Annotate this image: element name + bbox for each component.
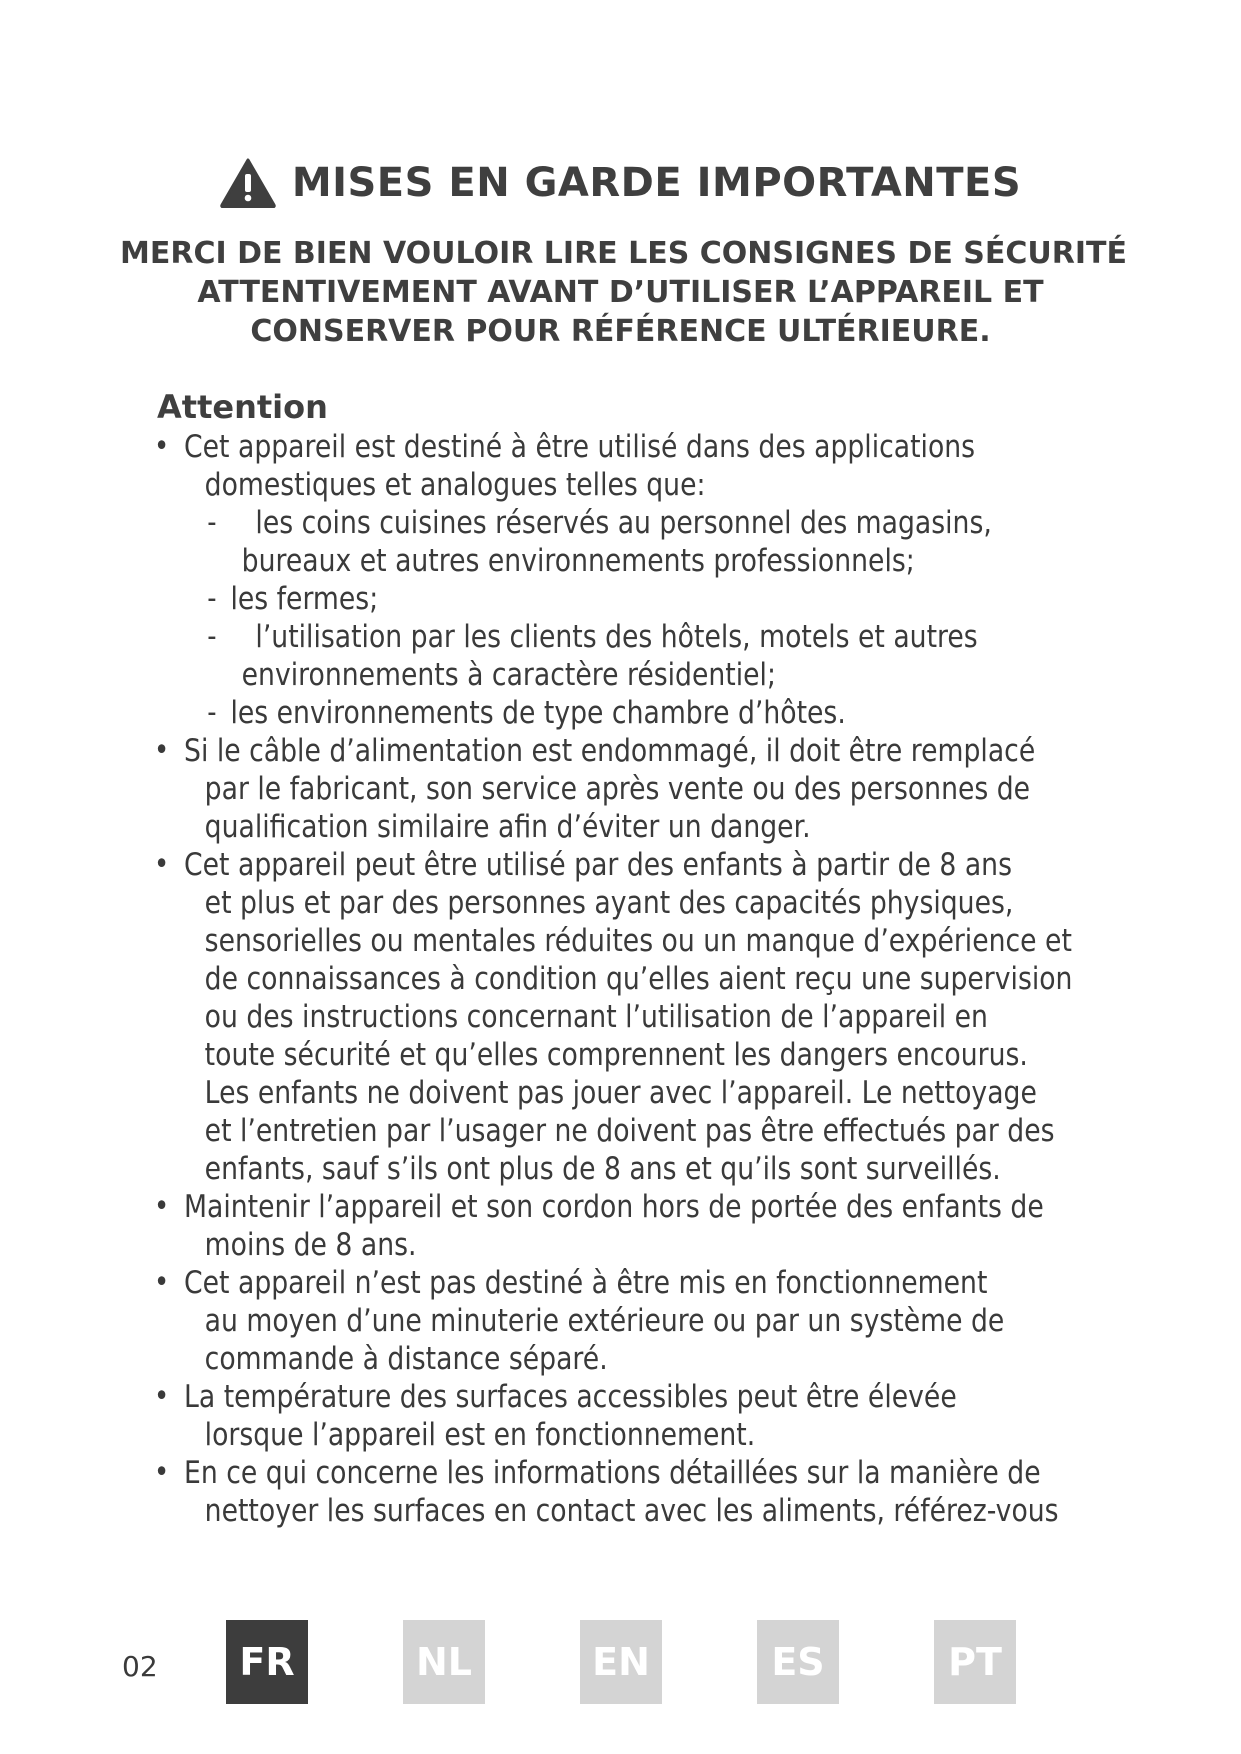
language-tab-es[interactable]: ES <box>757 1620 839 1704</box>
text-line: Cet appareil est destiné à être utilisé dans des applications <box>184 429 976 465</box>
page-number: 02 <box>122 1650 158 1683</box>
text-line: et l’entretien par l’usager ne doivent pas être effectués par des <box>204 1113 1055 1149</box>
section-heading: Attention <box>157 388 328 426</box>
bullet-symbol: • <box>153 1379 170 1414</box>
text-line: l’utilisation par les clients des hôtels, motels et autres <box>255 619 978 655</box>
language-tab-nl[interactable]: NL <box>403 1620 485 1704</box>
text-line: lorsque l’appareil est en fonctionnement. <box>204 1417 756 1453</box>
subtitle-line: MERCI DE BIEN VOULOIR LIRE LES CONSIGNES DE SÉCURITÉ <box>120 236 1127 271</box>
text-line: En ce qui concerne les informations détaillées sur la manière de <box>184 1455 1041 1491</box>
subtitle-line: ATTENTIVEMENT AVANT D’UTILISER L’APPAREIL ET <box>197 275 1044 310</box>
bullet-symbol: • <box>153 1265 170 1300</box>
text-line: enfants, sauf s’ils ont plus de 8 ans et qu’ils sont surveillés. <box>204 1151 1001 1187</box>
text-line: qualification similaire afin d’éviter un danger. <box>204 809 811 845</box>
bullet-symbol: • <box>153 1189 170 1224</box>
bullet-symbol: • <box>153 1455 170 1490</box>
text-line: domestiques et analogues telles que: <box>204 467 706 503</box>
text-line: moins de 8 ans. <box>204 1227 417 1263</box>
bullet-symbol: • <box>153 847 170 882</box>
title-row <box>0 158 1241 208</box>
text-line: les fermes; <box>230 581 379 617</box>
warning-triangle-icon <box>220 158 276 208</box>
text-line: Si le câble d’alimentation est endommagé, il doit être remplacé <box>184 733 1036 769</box>
bullet-symbol: • <box>153 733 170 768</box>
text-line: les environnements de type chambre d’hôtes. <box>230 695 846 731</box>
page-title: MISES EN GARDE IMPORTANTES <box>291 160 1022 206</box>
language-tab-pt[interactable]: PT <box>934 1620 1016 1704</box>
safety-subtitle <box>120 234 1127 351</box>
text-line: de connaissances à condition qu’elles aient reçu une supervision <box>204 961 1073 997</box>
dash-symbol: - <box>207 505 217 540</box>
text-line: sensorielles ou mentales réduites ou un manque d’expérience et <box>204 923 1072 959</box>
text-line: les coins cuisines réservés au personnel des magasins, <box>255 505 992 541</box>
subtitle-line: CONSERVER POUR RÉFÉRENCE ULTÉRIEURE. <box>250 314 991 349</box>
language-tab-fr[interactable]: FR <box>226 1620 308 1704</box>
text-line: par le fabricant, son service après vente ou des personnes de <box>204 771 1031 807</box>
text-line: Cet appareil peut être utilisé par des enfants à partir de 8 ans <box>184 847 1012 883</box>
text-line: Cet appareil n’est pas destiné à être mis en fonctionnement <box>184 1265 988 1301</box>
text-line: toute sécurité et qu’elles comprennent les dangers encourus. <box>204 1037 1028 1073</box>
dash-symbol: - <box>207 619 217 654</box>
text-line: et plus et par des personnes ayant des capacités physiques, <box>204 885 1014 921</box>
text-line: La température des surfaces accessibles peut être élevée <box>184 1379 957 1415</box>
text-line: commande à distance séparé. <box>204 1341 608 1377</box>
dash-symbol: - <box>207 695 217 730</box>
dash-symbol: - <box>207 581 217 616</box>
text-line: Maintenir l’appareil et son cordon hors de portée des enfants de <box>184 1189 1044 1225</box>
text-line: ou des instructions concernant l’utilisation de l’appareil en <box>204 999 988 1035</box>
bullet-symbol: • <box>153 429 170 464</box>
text-line: bureaux et autres environnements professionnels; <box>241 543 915 579</box>
text-line: au moyen d’une minuterie extérieure ou par un système de <box>204 1303 1005 1339</box>
text-line: environnements à caractère résidentiel; <box>241 657 776 693</box>
text-line: nettoyer les surfaces en contact avec les aliments, référez-vous <box>204 1493 1059 1529</box>
language-tab-en[interactable]: EN <box>580 1620 662 1704</box>
text-line: Les enfants ne doivent pas jouer avec l’appareil. Le nettoyage <box>204 1075 1037 1111</box>
